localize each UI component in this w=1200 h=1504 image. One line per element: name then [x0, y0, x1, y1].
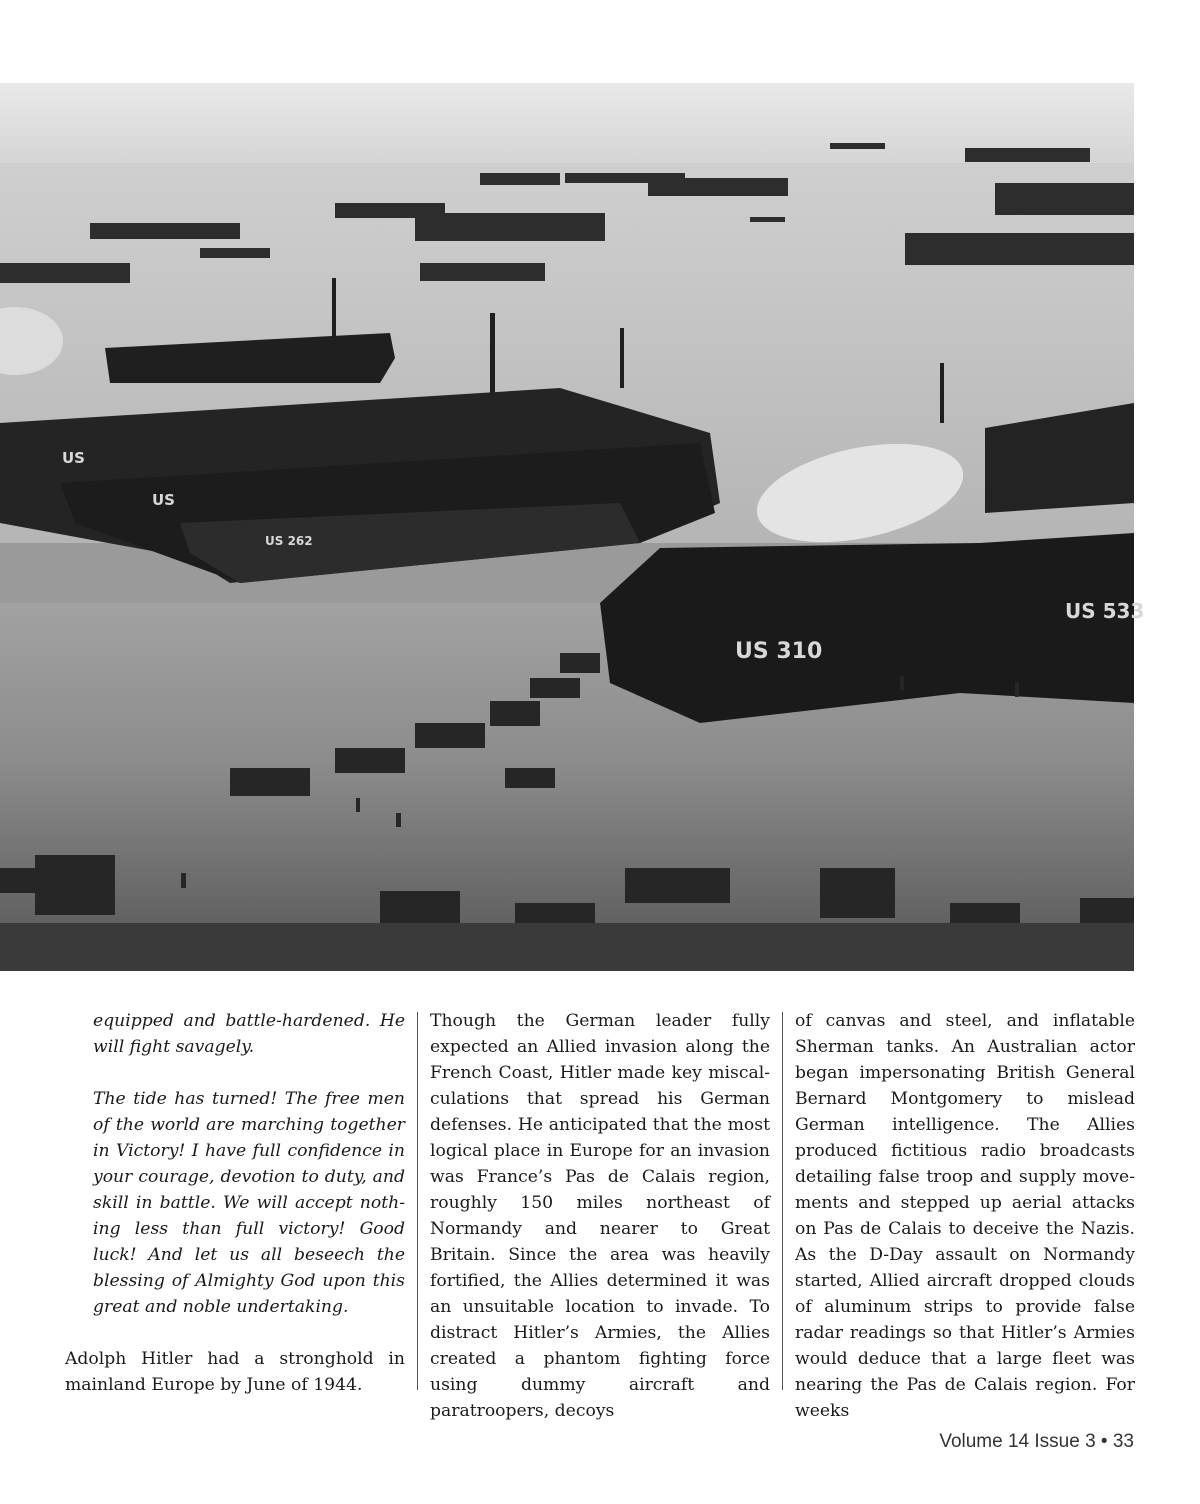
column-1 [65, 1008, 405, 1398]
body-paragraph: Though the German leader fully expected an Allied invasion along the French Coast, Hitler made key miscalculations that spread his German defenses. He anticipated that the most logical place in Europe for an invasion was France’s Pas de Calais region, roughly 150 miles northeast of Normandy and nearer to Great Britain. Since the area was heavily fortified, the Allies determined it was an unsuitable location to invade. To distract Hitler’s Armies, the Allies created a phantom fighting force using dummy aircraft and paratroopers, decoys [430, 1011, 770, 1421]
body-paragraph: Adolph Hitler had a stronghold in mainland Europe by June of 1944. [65, 1349, 405, 1395]
body-paragraph: of canvas and steel, and inflatable Sherman tanks. An Australian actor began impersonating British General Bernard Montgomery to mislead German intelligence. The Allies produced fictitious radio broadcasts detailing false troop and supply movements and stepped up aerial attacks on Pas de Calais to deceive the Nazis. As the D-Day assault on Normandy started, Allied aircraft dropped clouds of aluminum strips to provide false radar readings so that Hitler’s Armies would deduce that a large fleet was nearing the Pas de Calais region. For weeks [795, 1011, 1135, 1421]
page-folio: Volume 14 Issue 3 • 33 [939, 1431, 1134, 1452]
column-2 [430, 1008, 770, 1424]
quote-paragraph: The tide has turned! The free men of the world are marching together in Victory! I have full confidence in your courage, devotion to duty, and skill in battle. We will accept nothing less than full victory! Good luck! And let us all beseech the blessing of Almighty God upon this great and noble undertaking. [93, 1089, 405, 1317]
hull-marking: US [62, 449, 85, 467]
quote-paragraph: equipped and battle-hardened. He will fight savagely. [93, 1011, 405, 1057]
photo-artwork [0, 83, 1145, 971]
hull-marking: US [152, 491, 175, 509]
column-divider [782, 1012, 783, 1390]
hull-marking: US 533 [1065, 599, 1145, 623]
beach-landing-photo [0, 83, 1145, 971]
column-3 [795, 1008, 1135, 1424]
hull-marking: US 262 [265, 534, 313, 548]
hull-marking: US 310 [735, 639, 823, 664]
column-divider [417, 1012, 418, 1390]
